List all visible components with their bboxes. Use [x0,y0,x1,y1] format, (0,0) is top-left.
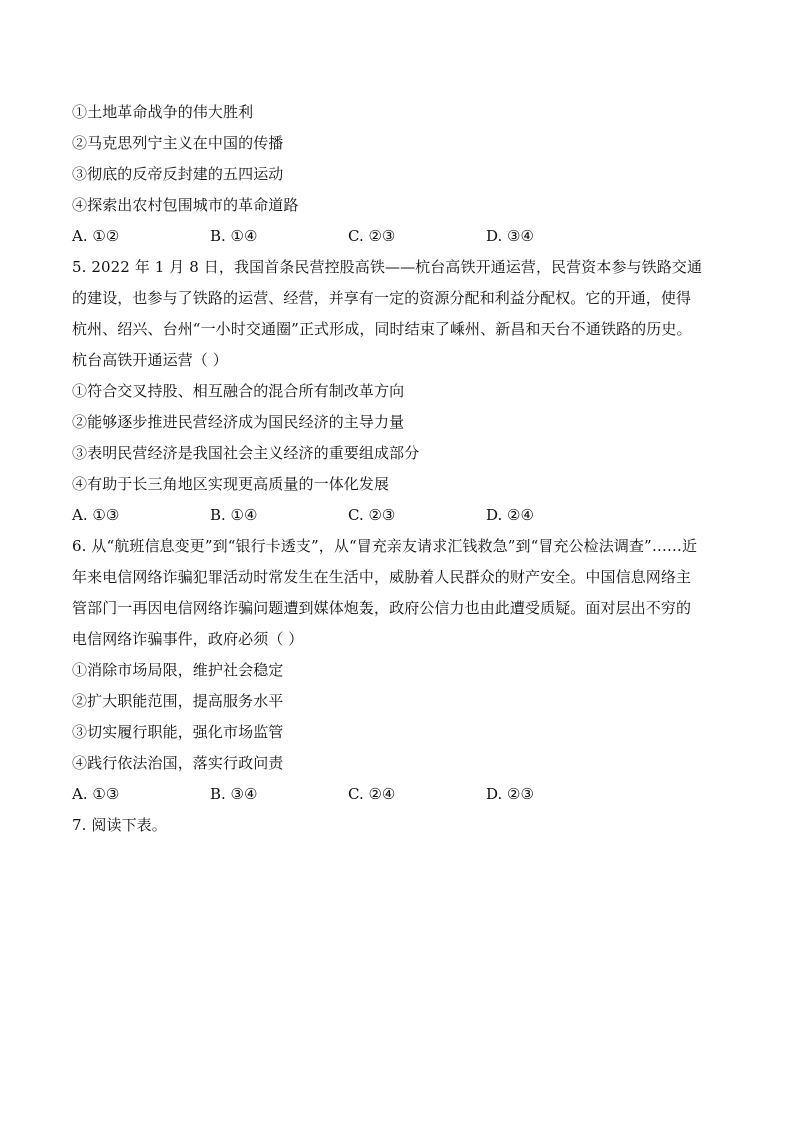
q5-stem-line-2: 的建设，也参与了铁路的运营、经营，并享有一定的资源分配和利益分配权。它的开通，使得 [72,289,692,307]
question-4 [72,97,732,252]
question-6 [72,531,732,810]
q5-stem [72,252,732,376]
q7-stem: 7. 阅读下表。 [72,816,167,834]
q6-stem-line-1: 6. 从“航班信息变更”到“银行卡透支”，从“冒充亲友请求汇钱救急”到“冒充公检法调查”……近 [72,537,698,555]
q4-option-d: D. ③④ [486,227,534,245]
q4-options [72,221,732,252]
q4-option-b: B. ①④ [210,227,258,245]
q4-item-3: ③彻底的反帝反封建的五四运动 [72,165,284,183]
q6-stem [72,531,732,655]
q5-options [72,500,732,531]
q5-stem-line-1: 5. 2022 年 1 月 8 日，我国首条民营控股高铁——杭台高铁开通运营，民营资本参与铁路交通 [72,258,703,276]
q6-stem-line-2: 年来电信网络诈骗犯罪活动时常发生在生活中，威胁着人民群众的财产安全。中国信息网络主 [72,568,692,586]
question-7 [72,810,732,841]
q6-item-4: ④践行依法治国，落实行政问责 [72,754,284,772]
q4-item-4: ④探索出农村包围城市的革命道路 [72,196,299,214]
q4-item-2: ②马克思列宁主义在中国的传播 [72,134,284,152]
q5-option-a: A. ①③ [72,506,120,524]
q6-stem-line-4: 电信网络诈骗事件，政府必须（ ） [72,630,304,648]
q5-item-3: ③表明民营经济是我国社会主义经济的重要组成部分 [72,444,420,462]
q6-option-a: A. ①③ [72,785,120,803]
q5-item-2: ②能够逐步推进民营经济成为国民经济的主导力量 [72,413,405,431]
q6-item-3: ③切实履行职能，强化市场监管 [72,723,284,741]
q6-option-c: C. ②④ [348,785,396,803]
q6-item-2: ②扩大职能范围，提高服务水平 [72,692,284,710]
q4-option-c: C. ②③ [348,227,396,245]
q5-option-b: B. ①④ [210,506,258,524]
q6-item-1: ①消除市场局限，维护社会稳定 [72,661,284,679]
q5-option-d: D. ②④ [486,506,534,524]
q4-option-a: A. ①② [72,227,120,245]
q6-stem-line-3: 管部门一再因电信网络诈骗问题遭到媒体炮轰，政府公信力也由此遭受质疑。面对层出不穷的 [72,599,692,617]
q4-item-1: ①土地革命战争的伟大胜利 [72,103,254,121]
q5-item-1: ①符合交叉持股、相互融合的混合所有制改革方向 [72,382,405,400]
q5-stem-line-4: 杭台高铁开通运营（ ） [72,351,228,369]
q5-item-4: ④有助于长三角地区实现更高质量的一体化发展 [72,475,390,493]
question-5 [72,252,732,531]
q6-option-b: B. ③④ [210,785,258,803]
q6-options [72,779,732,810]
exam-page [72,97,732,841]
q5-stem-line-3: 杭州、绍兴、台州“一小时交通圈”正式形成，同时结束了嵊州、新昌和天台不通铁路的历史。 [72,320,692,338]
q5-option-c: C. ②③ [348,506,396,524]
q6-option-d: D. ②③ [486,785,534,803]
